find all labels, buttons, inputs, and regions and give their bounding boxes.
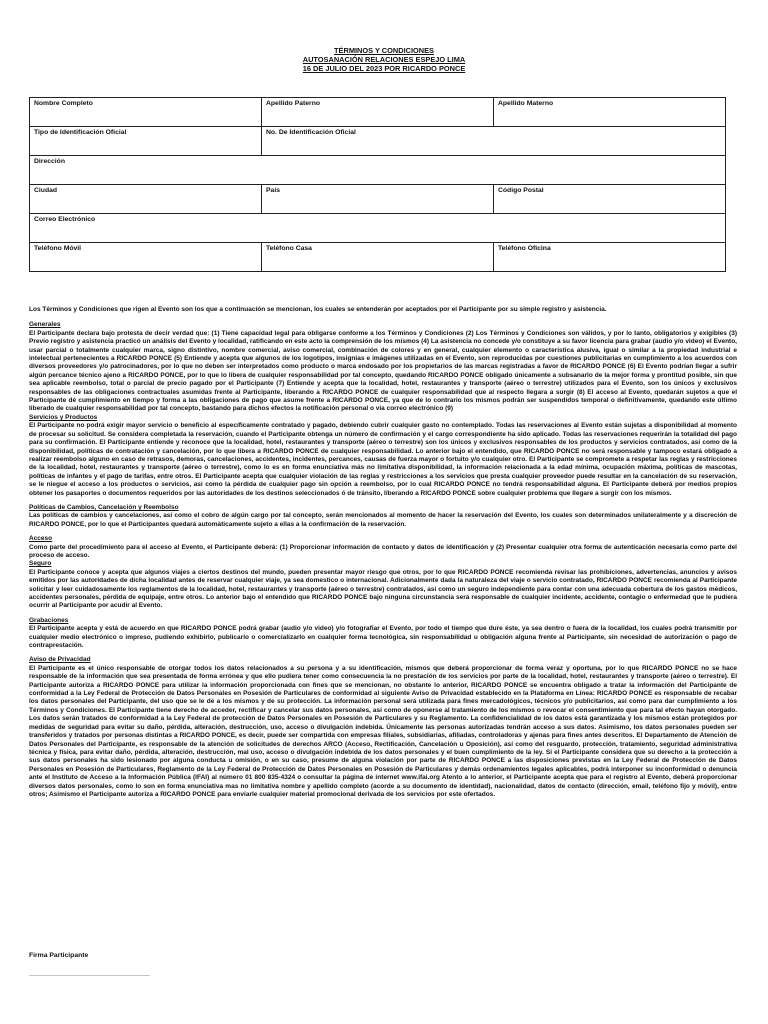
field-correo[interactable] — [30, 214, 726, 243]
section-text-generales: El Participante declara bajo protesta de decir verdad que: (1) Tiene capacidad legal para obligarse conforme a los Términos y Condiciones (2) Los Términos y Condiciones son válidos, y por lo tanto, obligatorios y exigibles (3) Previo registro y asistencia practicó un análisis del Evento y localidad, ratificando en este acto la comprensión de los mismos (4) La asistencia no concede y/o constituye a su favor licencia para grabar (audio y/o video) el Evento, usar parcial o totalmente cualquier marca, signo distintivo, nombre comercial, aviso comercial, combinación de colores y en general, cualquier elemento o característica alusiva, igual o similar a la propiedad industrial e intelectual pertenecientes a RICARDO PONCE (5) Entiende y acepta que algunos de los logotipos, insignias e imágenes utilizadas en el Evento, son reproducidas por cuestiones publicitarias en cumplimiento a los acuerdos con diversos proveedores y/o patrocinadores, por lo que no deben ser interpretados como producto o marca endosado por los propietarios de las marcas registradas a favor de RICARDO PONCE (6) El Evento podrían llegar a sufrir algún percance técnico ajeno a RICARDO PONCE, por lo que lo libera de cualquier responsabilidad por tal concepto, quedando RICARDO PONCE obligado únicamente a subsanarlo de la mejor forma y prontitud posible, sin que sea aplicable reembolso, total o parcial de precio pagado por el Participante (7) Entiende y acepta que la localidad, hotel, restaurantes y transporte (aéreo o terrestre) utilizados para el Evento, son los únicos y exclusivos responsables de las obligaciones contractuales asumidas frente al Participante, liberando a RICARDO PONCE de cualquier responsabilidad que al respecto llegara a surgir (8) El acceso al Evento, quedarán sujetos a que el Participante dé cumplimiento en tiempo y forma a las obligaciones de pago que asume frente a RICARDO PONCE, ya que de lo contrario los mismos podrán ser suspendidos temporal o definitivamente, quedando este último liberado de cualquier responsabilidad por tal concepto, bastando para dichos efectos la notificación personal o vía correo electrónico (9) — [29, 329, 737, 413]
field-telefono-movil[interactable] — [30, 243, 262, 272]
field-label: Tipo de Identificación Oficial — [34, 129, 127, 136]
field-apellido-materno[interactable] — [494, 98, 726, 127]
section-text-politicas: Las políticas de cambios y cancelaciones, así como el cobro de algún cargo por tal concepto, serán mencionados al momento de hacer la reservación del Evento, los cuales son determinados unilateralmente y a discreción de RICARDO PONCE, por lo que el Participantes quedará automáticamente sujeto a ellas a la confirmación de la reservación. — [29, 512, 737, 528]
field-label: Apellido Materno — [498, 100, 554, 107]
field-pais[interactable] — [262, 185, 494, 214]
section-title-aviso: Aviso de Privacidad — [29, 656, 91, 664]
field-no-identificacion[interactable] — [262, 127, 726, 156]
registration-form — [29, 97, 726, 272]
field-label: Teléfono Oficina — [498, 245, 551, 252]
field-label: Apellido Paterno — [266, 100, 321, 107]
field-label: Correo Electrónico — [34, 216, 96, 223]
signature-line[interactable]: ________________________________ — [29, 970, 150, 977]
field-apellido-paterno[interactable] — [262, 98, 494, 127]
field-label: Código Postal — [498, 187, 544, 194]
field-label: Dirección — [34, 158, 65, 165]
section-title-servicios: Servicios y Productos — [29, 413, 98, 421]
field-telefono-oficina[interactable] — [494, 243, 726, 272]
section-title-acceso: Acceso — [29, 535, 53, 543]
section-text-grabaciones: El Participante acepta y está de acuerdo en que RICARDO PONCE podrá grabar (audio y/o video) y/o fotografiar el Evento, por todo el tiempo que dure éste, ya sea dentro o fuera de la localidad, los cuales podrá transmitir por cualquier medio electrónico o impreso, pudiendo exhibirlo, publicarlo o comercializarlo en cualquier forma tecnológica, sin responsabilidad u obligación alguna frente al Participante, sin necesidad de autorización o pago de contraprestación. — [29, 625, 737, 650]
field-label: Nombre Completo — [34, 100, 93, 107]
document-header — [0, 46, 768, 73]
field-direccion[interactable] — [30, 156, 726, 185]
section-title-generales: Generales — [29, 321, 61, 329]
header-event: AUTOSANACIÓN RELACIONES ESPEJO LIMA — [302, 55, 466, 64]
section-title-politicas: Políticas de Cambios, Cancelación y Reembolso — [29, 503, 179, 511]
terms-body — [29, 306, 737, 799]
field-codigo-postal[interactable] — [494, 185, 726, 214]
section-text-servicios: El Participante no podrá exigir mayor servicio o beneficio al específicamente contratado y pagado, debiendo cubrir cualquier gasto no contemplado. Todas las reservaciones al Evento están sujetas a disponibilidad al momento de procesar su solicitud. Se considera completada la reservación, cuando el Participante obtenga un número de confirmación y el cargo correspondiente ha sido aplicado. Todas las reservaciones requerirán la totalidad del pago para su confirmación. El Participante entiende y reconoce que la localidad, hotel, restaurantes y transporte (aéreo o terrestre) son los únicos y exclusivos responsables de los productos y servicios contratados, así como de la disponibilidad, políticas de contratación y cancelación, por lo que libera a RICARDO PONCE de cualquier responsabilidad. Lo anterior bajo el entendido, que RICARDO PONCE no será responsable y tampoco estará obligado a realizar reembolso alguno en caso de retrasos, demoras, cancelaciones, accidentes, incidentes, percances, causas de fuerza mayor o fortuito y/o cualquier otro. El Participante se compromete a respetar las reglas y restricciones de la localidad, hotel, restaurantes y transporte (aéreo o terrestre), como lo es en forma enunciativa más no limitativa disponibilidad, la información relacionada a la edad mínima, ocupación máxima, políticas de mascotas, políticas de infantes y el pago de tarifas, entre otros. El Participante acepta que cualquier violación de las reglas y restricciones a los servicios que presta cualquier proveedor puede resultar en la cancelación de su reservación, se le niegue el acceso a los productos o servicios, así como la pérdida de cualquier pago sin opción a reembolso, por lo cual RICARDO PONCE no tendrá responsabilidad alguna. El Participante deberá por medios propios obtener los pasaportes o documentos requeridos por las autoridades de los destinos seleccionados ó de tránsito, liberando a RICARDO PONCE sobre cualquier problema que llegare a surgir con los mismos. — [29, 422, 737, 497]
intro-paragraph: Los Términos y Condiciones que rigen al Evento son los que a continuación se mencionan, los cuales se entenderán por aceptados por el Participante por su simple registro y asistencia. — [29, 306, 607, 313]
field-nombre[interactable] — [30, 98, 262, 127]
field-label: Teléfono Casa — [266, 245, 312, 252]
section-title-grabaciones: Grabaciones — [29, 616, 69, 624]
field-label: Ciudad — [34, 187, 58, 194]
section-title-seguro: Seguro — [29, 560, 52, 568]
section-text-seguro: El Participante conoce y acepta que algunos viajes a ciertos destinos del mundo, pueden presentar mayor riesgo que otros, por lo que RICARDO PONCE recomienda revisar las prohibiciones, advertencias, anuncios y avisos emitidos por las autoridades de dicha localidad antes de reservar cualquier viaje, ya sea domestico o internacional. Adicionalmente dada la naturaleza del viaje o servicio contratado, RICARDO PONCE recomienda al Participante solicitar y leer cuidadosamente los reglamentos de la localidad, hotel, restaurantes y transporte (aéreo o terrestre) contratados, así como un seguro independiente para contar con una adecuada cobertura de los gastos médicos, accidentes personales, pérdida de equipaje, entre otros. Lo anterior bajo el entendido que RICARDO PONCE bajo ninguna circunstancia será responsable de cualquier incidente, accidente, contagio o enfermedad que le pudiera ocurrir al Participante por acudir al Evento. — [29, 568, 737, 610]
field-label: Teléfono Móvil — [34, 245, 82, 252]
header-date: 16 DE JULIO DEL 2023 POR RICARDO PONCE — [302, 64, 466, 73]
field-telefono-casa[interactable] — [262, 243, 494, 272]
section-text-aviso: El Participante es el único responsable de otorgar todos los datos relacionados a su persona y a su identificación, mismos que deberá proporcionar de forma veraz y oportuna, por lo que RICARDO PONCE no se hace responsable de la información que sea presentada de forma errónea y que ello pudiera tener como consecuencia la no prestación de los servicios por parte de la localidad, hotel, restaurantes y transporte (aéreo o terrestre). El Participante autoriza a RICARDO PONCE para utilizar la información proporcionada con fines que se mencionan, no obstante lo anterior, RICARDO PONCE se encuentra obligado a tratar la información del Participante de conformidad a la Ley Federal de Protección de Datos Personales en Posesión de Particulares de conformidad al siguiente Aviso de Privacidad establecido en la Plataforma en Línea: RICARDO PONCE es responsable de recabar los datos personales del Participante, del uso que se le dé a los mismos y de su protección. La información personal será utilizada para fines mercadológicos, técnicos y/o publicitarios, así como para dar cumplimiento a los Términos y Condiciones. El Participante tiene derecho de acceder, rectificar y cancelar sus datos personales, así como de oponerse al tratamiento de los mismos o revocar el consentimiento que para tal efecto hayan otorgado. Los datos serán tratados de conformidad a la Ley Federal de protección de Datos Personales en Posesión de Particulares y su Reglamento. La confidencialidad de los datos está garantizada y los mismos están protegidos por medidas de seguridad para evitar su daño, pérdida, alteración, destrucción, uso, acceso o divulgación indebida. Únicamente las personas autorizadas tendrán acceso a sus datos. Asimismo, los datos personales pueden ser transferidos y tratados por personas distintas a RICARDO PONCE, es decir, puede ser compartida con empresas filiales, subsidiarias, afiliadas, controladoras y ajenas para fines antes descritos. El Departamento de Atención de Datos Personales del Participante, es responsable de la atención de solicitudes de derechos ARCO (Acceso, Rectificación, Cancelación u Oposición), así como del resguardo, protección, tratamiento, seguridad administrativa técnica y física, para evitar daño, pérdida, alteración, destrucción, mal uso, acceso o divulgación indebida de los datos personales y el buen cumplimiento de la ley. Si el Participante considera que su derecho a la protección a sus datos personales ha sido lesionado por alguna conducta u omisión, o en su caso, presume de alguna violación por parte de RICARDO PONCE a las disposiciones previstas en la Ley Federal de Protección de Datos Personales en Posesión de Particulares, Reglamento de la Ley Federal de Protección de Datos Personales en Posesión de Particulares y demás ordenamientos legales aplicables, podrá interponer su inconformidad o denuncia ante el Instituto de Acceso a la Información Pública (IFAI) al número 01 800 835-4324 o consultar la página de internet www.ifai.org Atento a lo anterior, el Participante acepta que para el registro al Evento, deberá proporcionar diversos datos personales, como lo son en forma enunciativa mas no limitativa nombre y apellido completo (acorde a su documento de identidad), nacionalidad, datos de contacto (dirección, email, teléfono fijo y móvil), entre otros; Asimismo el Participante autoriza a RICARDO PONCE para enviarle cualquier material promocional derivada de los servicios por este ofertados. — [29, 664, 737, 798]
field-label: No. De Identificación Oficial — [266, 129, 356, 136]
signature-label: Firma Participante — [29, 952, 89, 959]
header-title: TÉRMINOS Y CONDICIONES — [334, 46, 434, 55]
field-tipo-identificacion[interactable] — [30, 127, 262, 156]
field-label: País — [266, 187, 280, 194]
field-ciudad[interactable] — [30, 185, 262, 214]
section-text-acceso: Como parte del procedimiento para el acceso al Evento, el Participante deberá: (1) Proporcionar información de contacto y datos de identificación y (2) Presentar cualquier otra forma de autenticación necesaria como parte del proceso de acceso. — [29, 543, 737, 559]
